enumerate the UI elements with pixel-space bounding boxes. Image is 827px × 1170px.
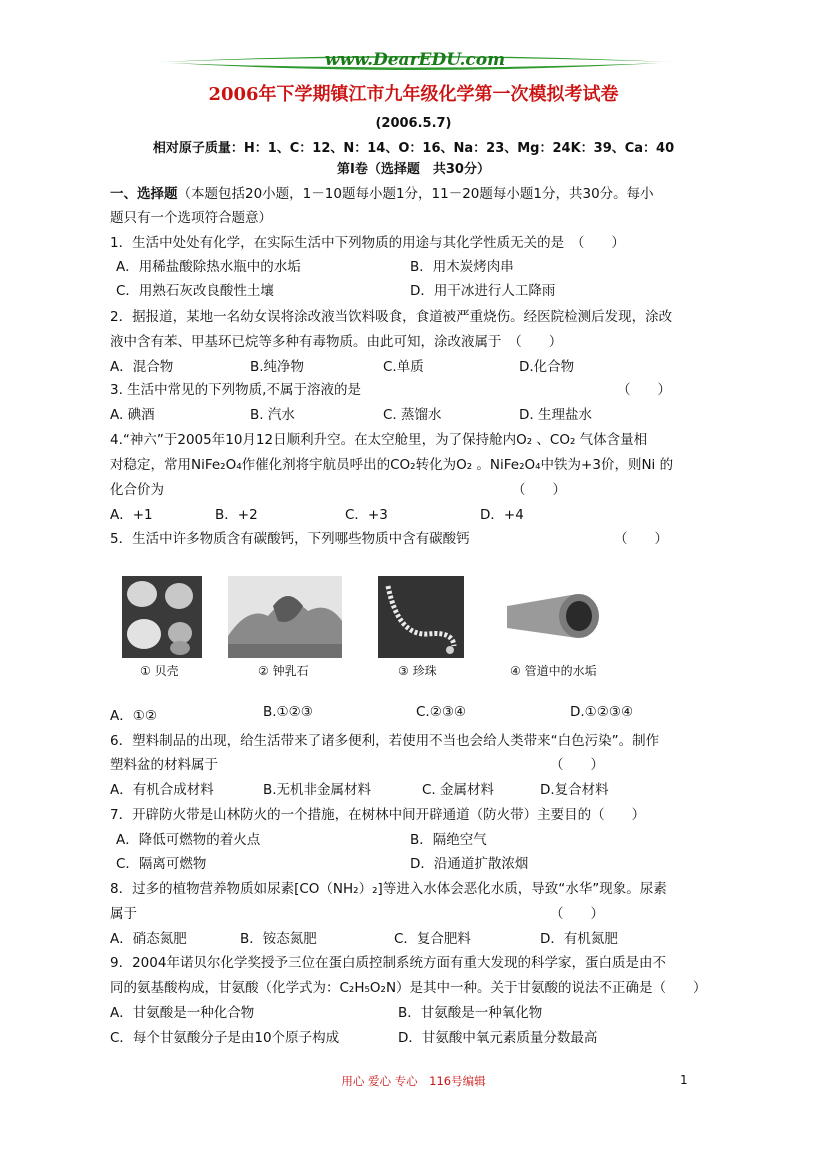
part-heading: 第Ⅰ卷（选择题 共30分）: [337, 162, 490, 177]
q3-option-c: C. 蒸馏水: [383, 407, 442, 423]
q5-option-c: C.②③④: [416, 704, 467, 720]
pearl-necklace-photo: [378, 576, 464, 658]
page-title: 2006年下学期镇江市九年级化学第一次模拟考试卷: [208, 84, 619, 105]
q5-figures: [0, 576, 827, 686]
pipe-scale-photo: [497, 576, 607, 658]
seashell-photo: [122, 576, 202, 658]
q9-option-c: C．每个甘氨酸分子是由10个原子构成: [110, 1030, 340, 1046]
q8-answer-blank: （ ）: [550, 906, 604, 922]
question-6-line-1: 6．塑料制品的出现，给生活带来了诸多便利，若使用不当也会给人类带来“白色污染”。制作: [110, 733, 660, 749]
q9-option-d: D．甘氨酸中氧元素质量分数最高: [398, 1030, 598, 1046]
q3-answer-blank: （ ）: [617, 382, 671, 398]
q7-option-a: A．降低可燃物的着火点: [116, 832, 261, 848]
q4-option-b: B．+2: [215, 507, 258, 523]
q6-answer-blank: （ ）: [550, 757, 604, 773]
page-footer: 用心 爱心 专心 116号编辑: [341, 1074, 486, 1088]
atomic-mass-line: 相对原子质量：H：1、C：12、N：14、O：16、Na：23、Mg：24K：39、Ca：40: [152, 141, 675, 156]
question-7: 7．开辟防火带是山林防火的一个措施，在树林中间开辟通道（防火带）主要目的（ ）: [110, 807, 646, 823]
figure-caption-2: ② 钟乳石: [258, 664, 309, 678]
q5-option-b: B.①②③: [263, 704, 313, 720]
q9-option-a: A．甘氨酸是一种化合物: [110, 1005, 255, 1021]
question-9-line-1: 9．2004年诺贝尔化学奖授予三位在蛋白质控制系统方面有重大发现的科学家，蛋白质是由不: [110, 955, 666, 971]
stalactite-photo: [228, 576, 342, 658]
q2-option-d: D.化合物: [519, 359, 575, 375]
q6-option-d: D.复合材料: [540, 782, 609, 798]
figure-caption-4: ④ 管道中的水垢: [510, 664, 597, 678]
question-3: 3. 生活中常见的下列物质,不属于溶液的是: [110, 382, 361, 398]
question-2-line-2: 液中含有苯、甲基环已烷等多种有毒物质。由此可知，涂改液属于 （ ）: [110, 334, 563, 350]
q8-option-b: B．铵态氮肥: [240, 931, 317, 947]
q8-option-a: A．硝态氮肥: [110, 931, 187, 947]
section-intro: [110, 182, 654, 202]
q4-answer-blank: （ ）: [512, 482, 566, 498]
q2-option-c: C.单质: [383, 359, 424, 375]
q5-option-a: A．①②: [110, 708, 157, 724]
q3-option-b: B. 汽水: [250, 407, 295, 423]
q7-option-b: B．隔绝空气: [410, 832, 487, 848]
question-4-line-2: 对稳定，常用NiFe₂O₄作催化剂将宇航员呼出的CO₂转化为O₂ 。NiFe₂O₄中铁为+3价，则Ni 的: [110, 457, 674, 473]
q7-option-c: C．隔离可燃物: [116, 856, 207, 872]
question-8-line-2: 属于: [110, 906, 137, 922]
q3-option-a: A. 碘酒: [110, 407, 155, 423]
figure-caption-1: ① 贝壳: [140, 664, 179, 678]
q1-option-b: B．用木炭烤肉串: [410, 259, 514, 275]
q4-option-c: C．+3: [345, 507, 388, 523]
section-label: 一、选择题: [110, 186, 178, 202]
figure-caption-3: ③ 珍珠: [398, 664, 437, 678]
q3-option-d: D. 生理盐水: [519, 407, 592, 423]
question-2-line-1: 2．据报道，某地一名幼女误将涂改液当饮料吸食，食道被严重烧伤。经医院检测后发现，涂改: [110, 309, 673, 325]
q6-option-a: A．有机合成材料: [110, 782, 214, 798]
section-desc-2: 题只有一个选项符合题意）: [110, 210, 272, 226]
question-4-line-3: 化合价为: [110, 482, 164, 498]
q6-option-b: B.无机非金属材料: [263, 782, 372, 798]
page-number: 1: [680, 1073, 688, 1087]
exam-date: (2006.5.7): [375, 116, 452, 131]
site-name: www.DearEDU.com: [324, 50, 506, 70]
q9-option-b: B．甘氨酸是一种氧化物: [398, 1005, 543, 1021]
q1-option-d: D．用干冰进行人工降雨: [410, 283, 556, 299]
q1-option-a: A．用稀盐酸除热水瓶中的水垢: [116, 259, 301, 275]
q6-option-c: C. 金属材料: [422, 782, 495, 798]
q5-option-d: D.①②③④: [570, 704, 634, 720]
question-9-line-2: 同的氨基酸构成，甘氨酸（化学式为：C₂H₅O₂N）是其中一种。关于甘氨酸的说法不正确是（ ）: [110, 980, 707, 996]
q2-option-b: B.纯净物: [250, 359, 305, 375]
section-desc: （本题包括20小题，1－10题每小题1分，11－20题每小题1分，共30分。每小: [177, 186, 654, 202]
q8-option-c: C．复合肥料: [394, 931, 471, 947]
q2-option-a: A．混合物: [110, 359, 174, 375]
question-5: 5．生活中许多物质含有碳酸钙，下列哪些物质中含有碳酸钙: [110, 531, 470, 547]
q5-answer-blank: （ ）: [614, 531, 668, 547]
q1-option-c: C．用熟石灰改良酸性土壤: [116, 283, 274, 299]
site-banner: [160, 50, 670, 80]
question-8-line-1: 8．过多的植物营养物质如尿素[CO（NH₂）₂]等进入水体会恶化水质，导致“水华”现象。尿素: [110, 881, 667, 897]
question-6-line-2: 塑料盆的材料属于: [110, 757, 218, 773]
q7-option-d: D．沿通道扩散浓烟: [410, 856, 529, 872]
question-1: 1．生活中处处有化学，在实际生活中下列物质的用途与其化学性质无关的是 （ ）: [110, 235, 625, 251]
q8-option-d: D．有机氮肥: [540, 931, 618, 947]
q4-option-a: A．+1: [110, 507, 153, 523]
q4-option-d: D．+4: [480, 507, 524, 523]
question-4-line-1: 4.“神六”于2005年10月12日顺利升空。在太空舱里，为了保持舱内O₂ 、CO₂ 气体含量相: [110, 432, 648, 448]
